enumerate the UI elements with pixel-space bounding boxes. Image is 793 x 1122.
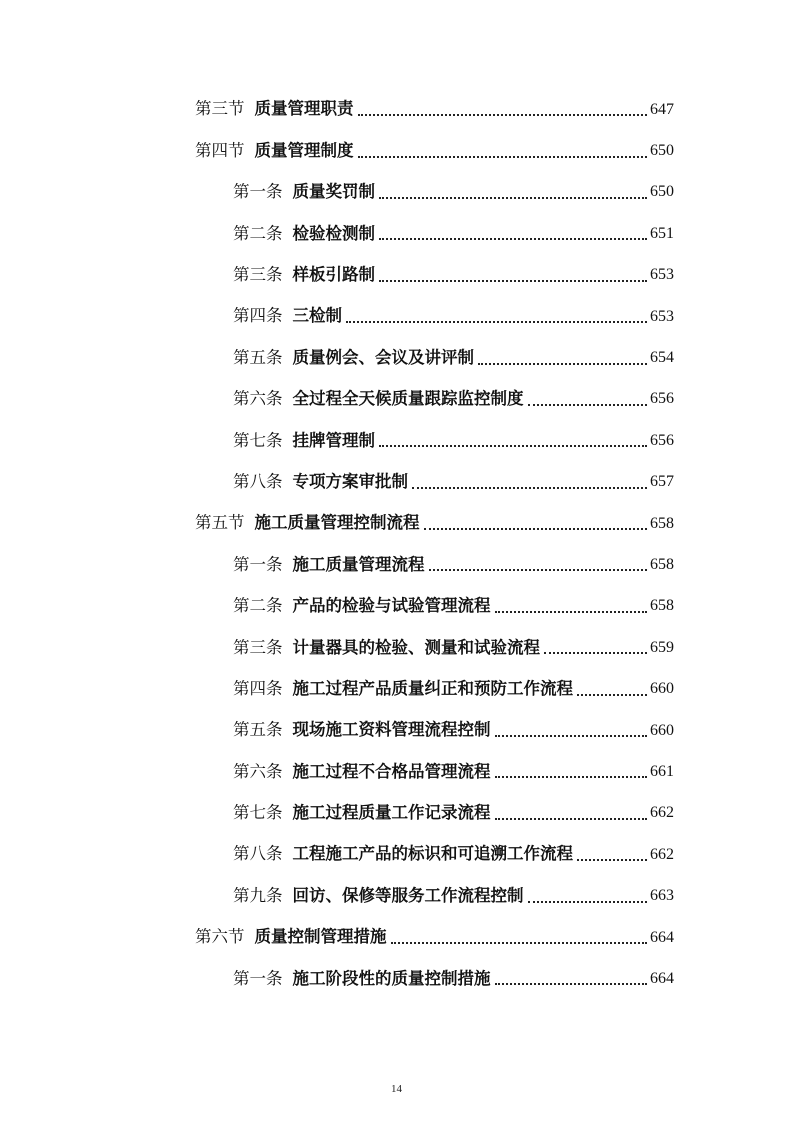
- page-number: 14: [391, 1083, 402, 1095]
- toc-entry[interactable]: [0, 462, 793, 503]
- toc-entry-page: 658: [650, 514, 674, 532]
- toc-entry-number: 第六条: [233, 389, 283, 409]
- toc-entry-page: 657: [650, 473, 674, 491]
- dot-leader: [577, 858, 647, 861]
- toc-entry-number: 第一条: [233, 182, 283, 202]
- toc-entry-page: 650: [650, 142, 674, 160]
- toc-entry-page: 658: [650, 597, 674, 615]
- toc-entry-title: 现场施工资料管理流程控制: [292, 720, 491, 740]
- dot-leader: [346, 320, 647, 323]
- toc-entry-page: 663: [650, 887, 674, 905]
- toc-entry[interactable]: [0, 89, 793, 130]
- table-of-contents: [0, 89, 793, 1000]
- toc-entry-page: 658: [650, 555, 674, 573]
- toc-entry-number: 第六条: [233, 761, 283, 781]
- toc-entry[interactable]: [0, 296, 793, 337]
- toc-entry-number: 第八条: [233, 844, 283, 864]
- toc-entry[interactable]: [0, 668, 793, 709]
- toc-entry[interactable]: [0, 213, 793, 254]
- toc-entry[interactable]: [0, 544, 793, 585]
- dot-leader: [495, 817, 648, 820]
- toc-entry[interactable]: [0, 172, 793, 213]
- toc-entry-title: 施工过程不合格品管理流程: [292, 761, 491, 781]
- toc-entry[interactable]: [0, 917, 793, 958]
- dot-leader: [358, 155, 648, 158]
- dot-leader: [379, 196, 647, 199]
- dot-leader: [379, 444, 647, 447]
- toc-entry-page: 660: [650, 721, 674, 739]
- toc-entry-number: 第五条: [233, 347, 283, 367]
- toc-entry-number: 第三条: [233, 265, 283, 284]
- toc-entry-page: 656: [650, 390, 674, 408]
- toc-entry-number: 第六节: [195, 927, 245, 947]
- dot-leader: [391, 941, 648, 944]
- toc-entry-number: 第四条: [233, 678, 283, 698]
- toc-entry-number: 第二条: [233, 596, 283, 616]
- toc-entry-title: 三检制: [292, 306, 342, 326]
- toc-entry-number: 第一条: [233, 554, 283, 574]
- toc-entry-number: 第四节: [195, 140, 245, 160]
- toc-entry[interactable]: [0, 379, 793, 420]
- toc-entry-title: 工程施工产品的标识和可追溯工作流程: [292, 844, 573, 864]
- dot-leader: [495, 982, 648, 985]
- toc-entry-page: 653: [650, 266, 674, 284]
- dot-leader: [478, 362, 647, 365]
- toc-entry-page: 659: [650, 638, 674, 656]
- toc-entry-page: 664: [650, 969, 674, 987]
- toc-entry-title: 质量奖罚制: [292, 182, 375, 202]
- toc-entry-number: 第七条: [233, 803, 283, 823]
- toc-entry-title: 全过程全天候质量跟踪监控制度: [292, 389, 524, 409]
- dot-leader: [379, 237, 647, 240]
- dot-leader: [424, 527, 648, 530]
- toc-entry-number: 第五节: [195, 513, 245, 533]
- dot-leader: [429, 568, 648, 571]
- toc-entry-page: 651: [650, 224, 674, 242]
- toc-entry-title: 质量管理职责: [254, 99, 354, 119]
- toc-entry-title: 质量管理制度: [254, 140, 354, 160]
- toc-entry-number: 第八条: [233, 471, 283, 491]
- toc-entry-number: 第三节: [195, 99, 245, 119]
- toc-entry[interactable]: [0, 420, 793, 461]
- dot-leader: [495, 610, 648, 613]
- toc-entry[interactable]: [0, 710, 793, 751]
- toc-entry[interactable]: [0, 751, 793, 792]
- toc-entry[interactable]: [0, 875, 793, 916]
- toc-entry-title: 施工质量管理控制流程: [254, 513, 420, 533]
- toc-entry-title: 质量控制管理措施: [254, 927, 387, 947]
- toc-entry-number: 第九条: [233, 885, 283, 905]
- toc-entry-number: 第二条: [233, 223, 283, 243]
- toc-entry-title: 施工过程产品质量纠正和预防工作流程: [292, 678, 573, 698]
- toc-entry-page: 664: [650, 928, 674, 946]
- toc-entry[interactable]: [0, 130, 793, 171]
- toc-entry[interactable]: [0, 503, 793, 544]
- toc-entry-page: 647: [650, 100, 674, 118]
- toc-entry-page: 654: [650, 349, 674, 367]
- toc-entry-title: 样板引路制: [292, 265, 375, 284]
- toc-entry-title: 施工质量管理流程: [292, 554, 425, 574]
- dot-leader: [379, 279, 647, 282]
- toc-entry-title: 产品的检验与试验管理流程: [292, 596, 491, 616]
- toc-entry-page: 662: [650, 804, 674, 822]
- toc-entry-title: 回访、保修等服务工作流程控制: [292, 885, 524, 905]
- dot-leader: [577, 693, 647, 696]
- dot-leader: [528, 403, 648, 406]
- toc-entry-page: 661: [650, 762, 674, 780]
- dot-leader: [412, 486, 647, 489]
- toc-entry-page: 662: [650, 845, 674, 863]
- dot-leader: [495, 775, 648, 778]
- toc-entry-page: 653: [650, 307, 674, 325]
- toc-entry[interactable]: [0, 834, 793, 875]
- toc-entry-number: 第四条: [233, 306, 283, 326]
- toc-entry[interactable]: [0, 337, 793, 378]
- toc-entry[interactable]: [0, 958, 793, 999]
- toc-entry-title: 专项方案审批制: [292, 471, 408, 491]
- toc-entry[interactable]: [0, 255, 793, 296]
- dot-leader: [358, 113, 648, 116]
- dot-leader: [495, 734, 648, 737]
- toc-entry[interactable]: [0, 586, 793, 627]
- toc-entry-number: 第一条: [233, 968, 283, 988]
- toc-entry-title: 施工阶段性的质量控制措施: [292, 968, 491, 988]
- toc-entry-title: 检验检测制: [292, 223, 375, 243]
- toc-entry-page: 650: [650, 183, 674, 201]
- toc-entry-page: 656: [650, 431, 674, 449]
- toc-entry-number: 第七条: [233, 430, 283, 450]
- toc-entry-number: 第三条: [233, 637, 283, 657]
- dot-leader: [544, 651, 647, 654]
- dot-leader: [528, 900, 648, 903]
- toc-entry-title: 计量器具的检验、测量和试验流程: [292, 637, 540, 657]
- toc-entry-page: 660: [650, 680, 674, 698]
- toc-entry-title: 质量例会、会议及讲评制: [292, 347, 474, 367]
- toc-entry-title: 施工过程质量工作记录流程: [292, 803, 491, 823]
- toc-entry[interactable]: [0, 627, 793, 668]
- toc-entry-title: 挂牌管理制: [292, 430, 375, 450]
- toc-entry-number: 第五条: [233, 720, 283, 740]
- toc-entry[interactable]: [0, 793, 793, 834]
